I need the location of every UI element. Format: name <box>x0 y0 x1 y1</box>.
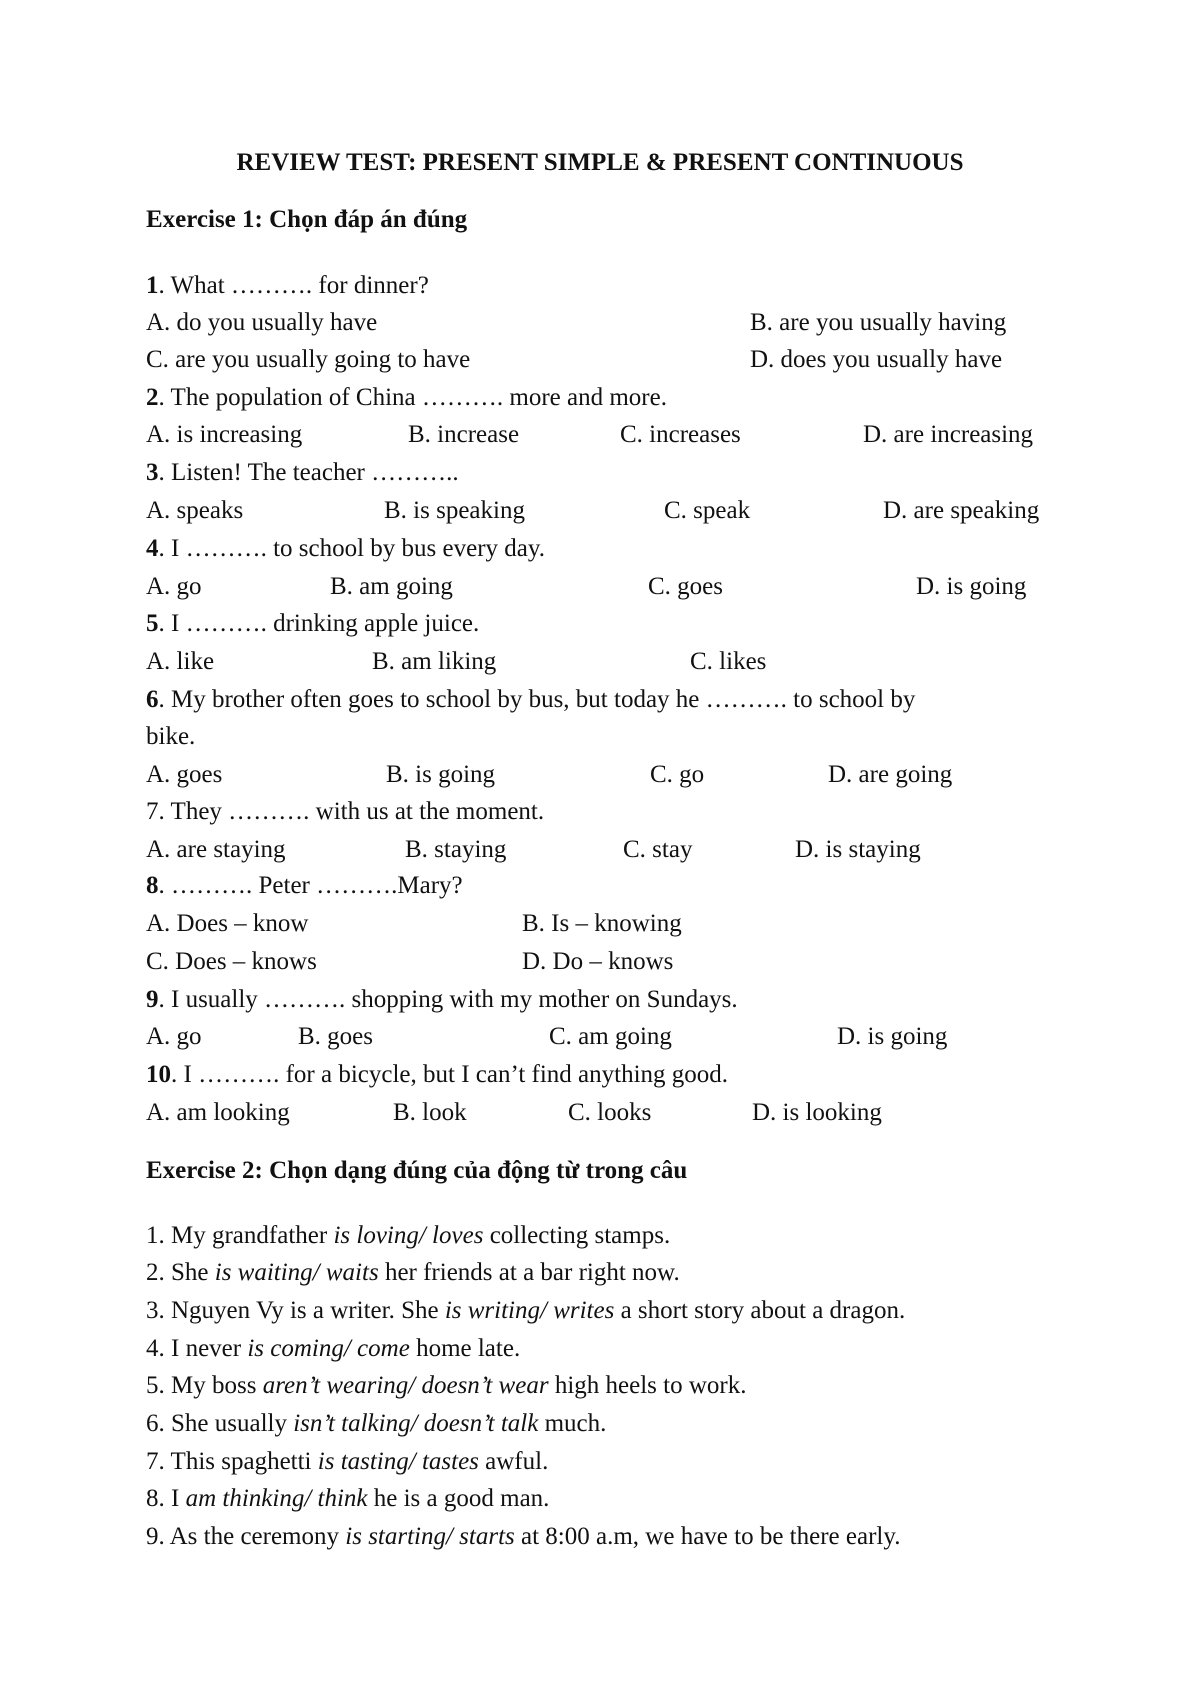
q4-option-c: C. goes <box>648 573 723 600</box>
question-7: 7. They ………. with us at the moment. <box>146 798 545 825</box>
exercise2-heading: Exercise 2: Chọn dạng đúng của động từ trong câu <box>146 1157 688 1184</box>
ex2-item-8: 8. I am thinking/ think he is a good man. <box>146 1485 550 1512</box>
q7-option-d: D. is staying <box>795 836 921 863</box>
q7-option-b: B. staying <box>405 836 507 863</box>
q5-option-a: A. like <box>146 648 215 675</box>
q10-option-d: D. is looking <box>752 1099 882 1126</box>
ex2-item-1: 1. My grandfather is loving/ loves collecting stamps. <box>146 1222 671 1249</box>
question-6: 6. My brother often goes to school by bus, but today he ………. to school by <box>146 686 916 713</box>
ex2-item-6: 6. She usually isn’t talking/ doesn’t talk much. <box>146 1410 607 1437</box>
q7-option-a: A. are staying <box>146 836 286 863</box>
q6-option-c: C. go <box>650 761 705 788</box>
question-10: 10. I ………. for a bicycle, but I can’t find anything good. <box>146 1061 729 1088</box>
q7-option-c: C. stay <box>623 836 693 863</box>
q3-option-d: D. are speaking <box>883 497 1040 524</box>
q10-option-a: A. am looking <box>146 1099 290 1126</box>
q4-option-b: B. am going <box>330 573 453 600</box>
q1-option-c: C. are you usually going to have <box>146 346 471 373</box>
ex2-item-5: 5. My boss aren’t wearing/ doesn’t wear high heels to work. <box>146 1372 747 1399</box>
q9-option-a: A. go <box>146 1023 202 1050</box>
question-9: 9. I usually ………. shopping with my mother on Sundays. <box>146 986 738 1013</box>
q6-option-a: A. goes <box>146 761 223 788</box>
q3-option-a: A. speaks <box>146 497 244 524</box>
q10-option-b: B. look <box>393 1099 467 1126</box>
q1-option-d: D. does you usually have <box>750 346 1003 373</box>
q2-option-a: A. is increasing <box>146 421 303 448</box>
q6-option-b: B. is going <box>386 761 496 788</box>
q3-option-c: C. speak <box>664 497 751 524</box>
question-4: 4. I ………. to school by bus every day. <box>146 535 546 562</box>
q5-option-c: C. likes <box>690 648 767 675</box>
q4-option-a: A. go <box>146 573 202 600</box>
question-2: 2. The population of China ………. more and more. <box>146 384 667 411</box>
q9-option-c: C. am going <box>549 1023 672 1050</box>
q8-option-d: D. Do – knows <box>522 948 674 975</box>
question-6-continued: bike. <box>146 723 196 750</box>
q8-option-c: C. Does – knows <box>146 948 317 975</box>
question-1: 1. What ………. for dinner? <box>146 272 429 299</box>
q9-option-b: B. goes <box>298 1023 373 1050</box>
page-title: REVIEW TEST: PRESENT SIMPLE & PRESENT CONTINUOUS <box>236 149 964 176</box>
ex2-item-4: 4. I never is coming/ come home late. <box>146 1335 521 1362</box>
q2-option-d: D. are increasing <box>863 421 1034 448</box>
q8-option-b: B. Is – knowing <box>522 910 682 937</box>
ex2-item-9: 9. As the ceremony is starting/ starts at 8:00 a.m, we have to be there early. <box>146 1523 901 1550</box>
ex2-item-2: 2. She is waiting/ waits her friends at a bar right now. <box>146 1259 680 1286</box>
q10-option-c: C. looks <box>568 1099 652 1126</box>
q8-option-a: A. Does – know <box>146 910 309 937</box>
q3-option-b: B. is speaking <box>384 497 525 524</box>
q2-option-b: B. increase <box>408 421 520 448</box>
q2-option-c: C. increases <box>620 421 741 448</box>
ex2-item-3: 3. Nguyen Vy is a writer. She is writing/ writes a short story about a dragon. <box>146 1297 906 1324</box>
q4-option-d: D. is going <box>916 573 1027 600</box>
q6-option-d: D. are going <box>828 761 953 788</box>
q1-option-b: B. are you usually having <box>750 309 1007 336</box>
question-5: 5. I ………. drinking apple juice. <box>146 610 480 637</box>
question-8: 8. ………. Peter ……….Mary? <box>146 872 463 899</box>
ex2-item-7: 7. This spaghetti is tasting/ tastes awful. <box>146 1448 549 1475</box>
q9-option-d: D. is going <box>837 1023 948 1050</box>
exercise1-heading: Exercise 1: Chọn đáp án đúng <box>146 206 468 233</box>
question-3: 3. Listen! The teacher ……….. <box>146 459 459 486</box>
q1-option-a: A. do you usually have <box>146 309 378 336</box>
q5-option-b: B. am liking <box>372 648 497 675</box>
